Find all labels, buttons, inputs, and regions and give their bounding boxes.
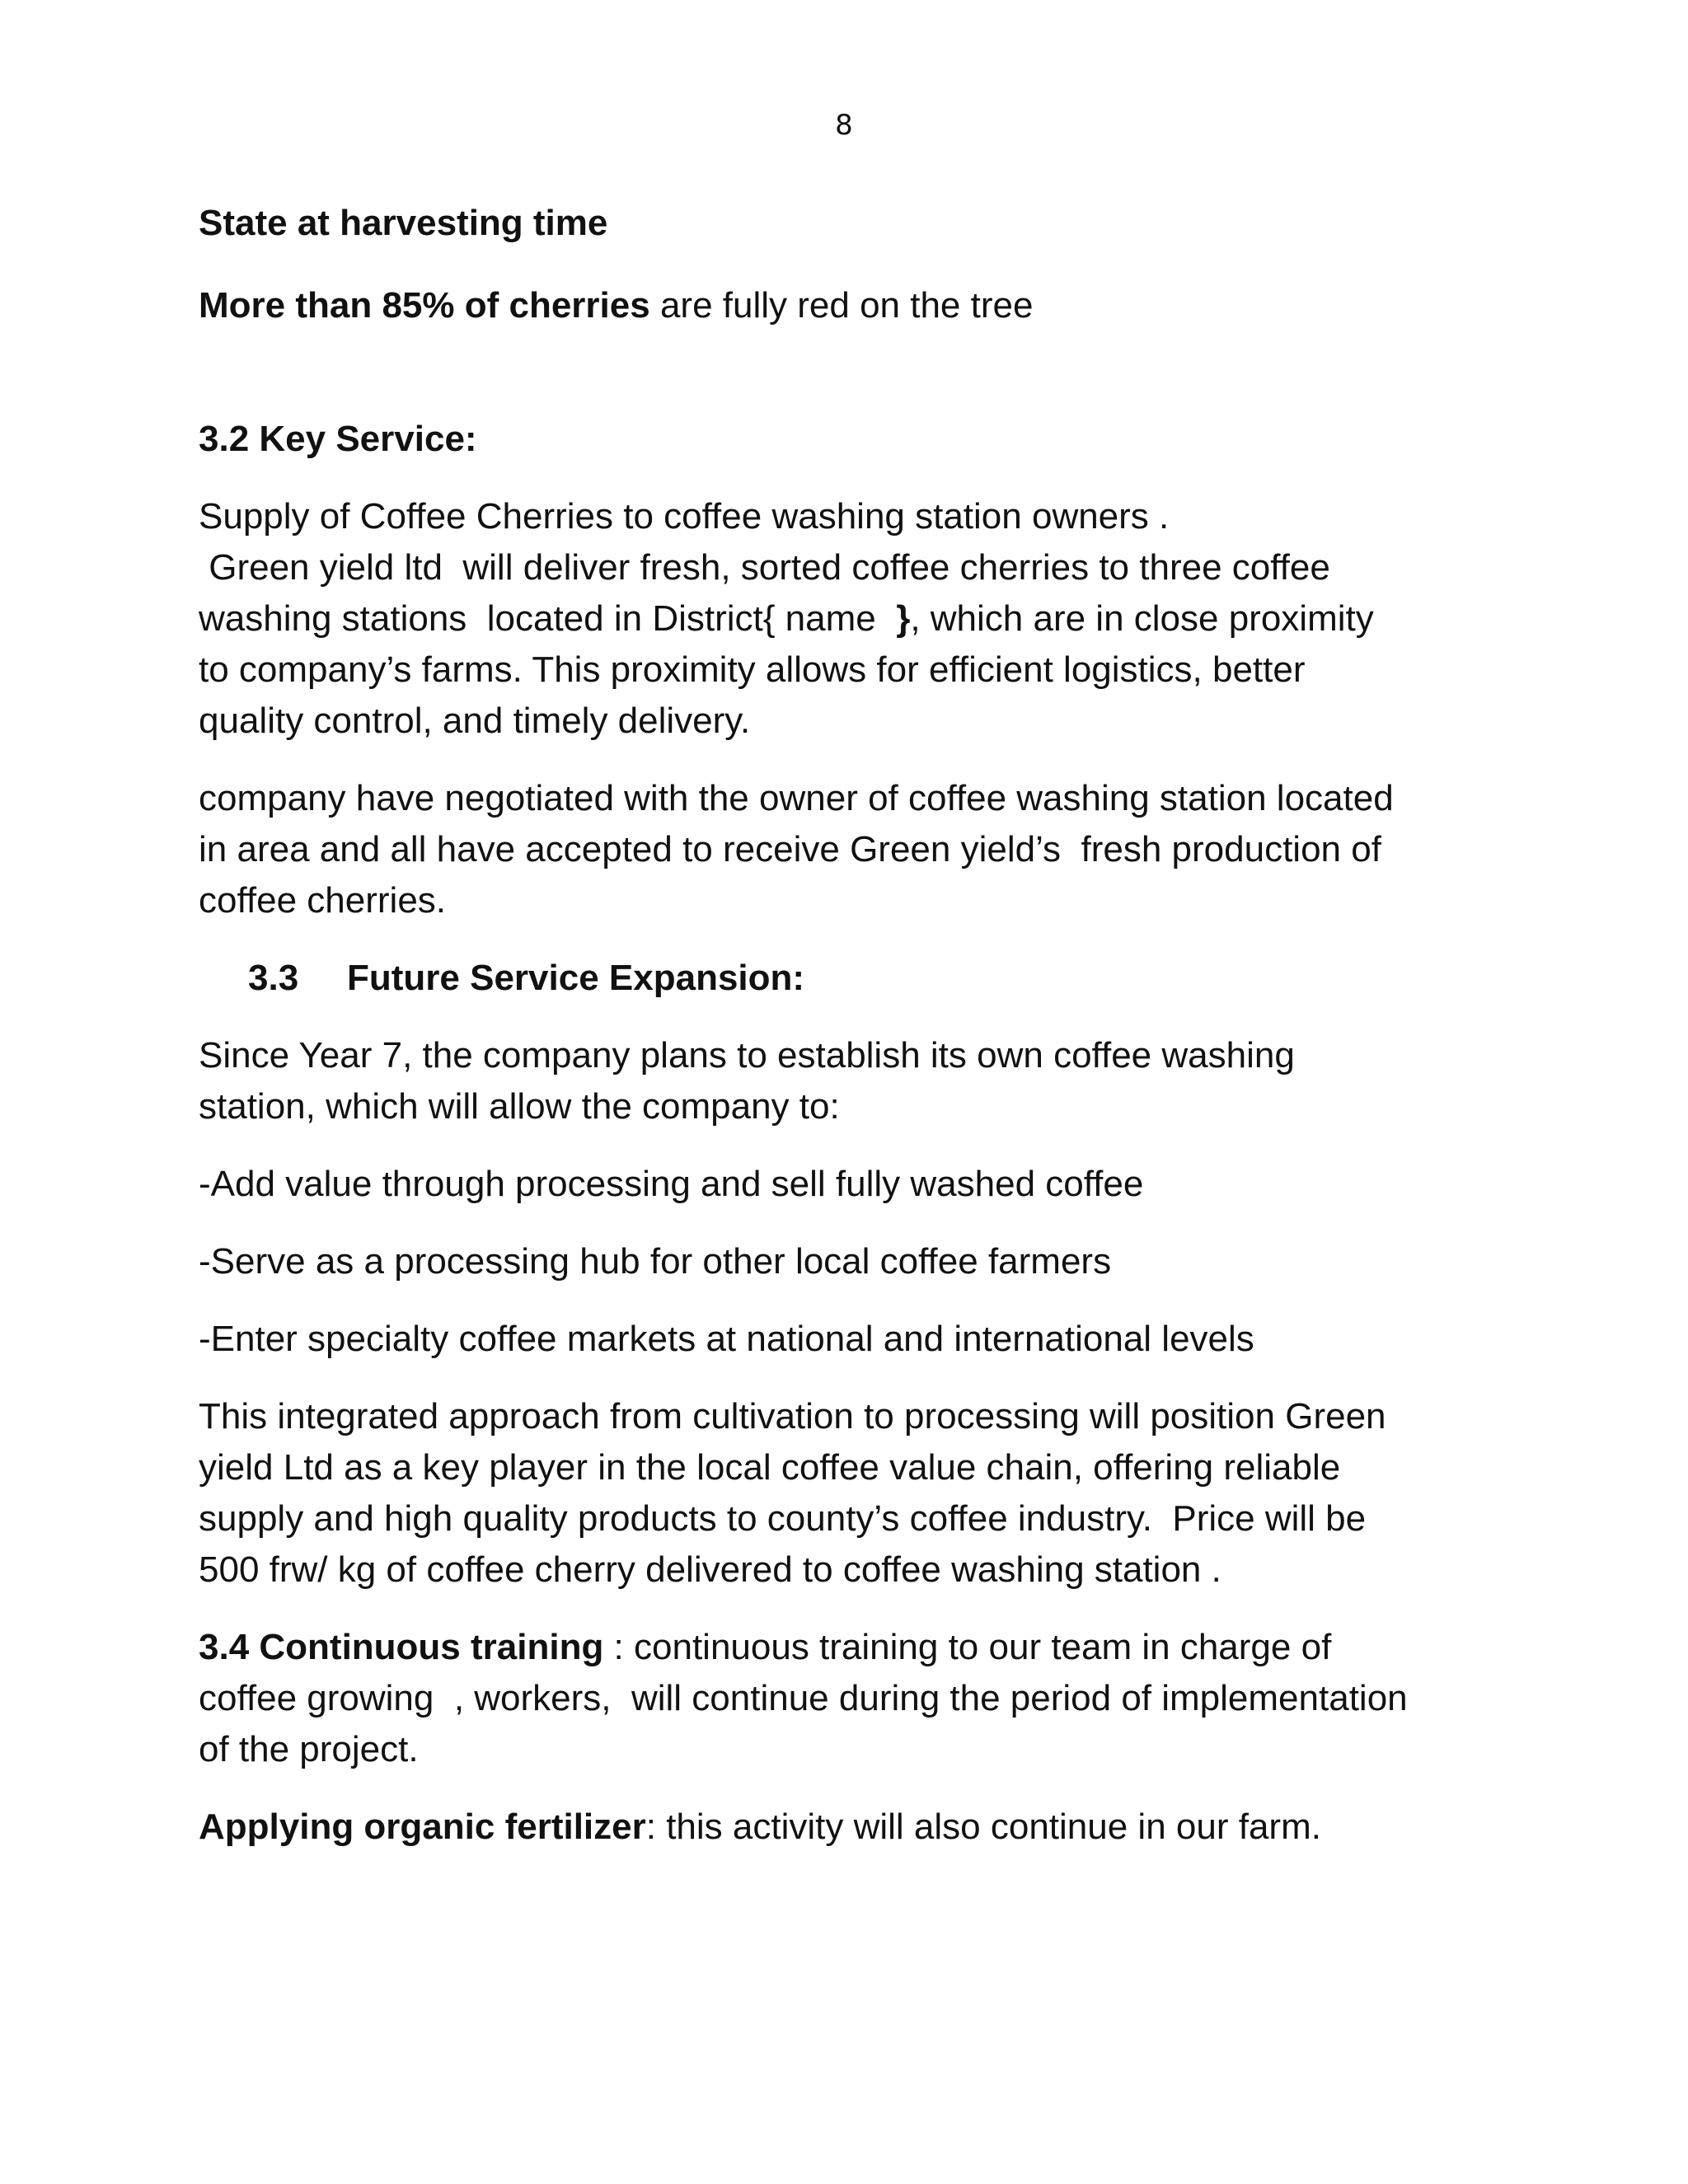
continuous-training-paragraph xyxy=(199,1622,1534,1775)
integrated-line-4: 500 frw/ kg of coffee cherry delivered to coffee washing station . xyxy=(199,1549,1221,1590)
fertilizer-heading: Applying organic fertilizer xyxy=(199,1807,646,1847)
key-service-line-2: Green yield ltd will deliver fresh, sorted coffee cherries to three coffee xyxy=(199,547,1330,588)
negotiation-line-3: coffee cherries. xyxy=(199,880,447,921)
integrated-approach-paragraph xyxy=(199,1391,1534,1596)
document-body xyxy=(199,198,1534,1853)
key-service-line-3-start: washing stations located in District{ name xyxy=(199,598,897,639)
heading-key-service: 3.2 Key Service: xyxy=(199,419,477,459)
heading-future-service-expansion xyxy=(199,953,1534,1004)
organic-fertilizer-paragraph xyxy=(199,1802,1534,1853)
heading-harvesting-time: State at harvesting time xyxy=(199,203,608,243)
future-intro-paragraph xyxy=(199,1030,1534,1132)
harvest-rest: are fully red on the tree xyxy=(649,285,1034,326)
page-number: 8 xyxy=(835,109,853,142)
integrated-line-1: This integrated approach from cultivation to processing will position Green xyxy=(199,1396,1386,1436)
section-title: Future Service Expansion: xyxy=(347,958,805,998)
section-number: 3.3 xyxy=(248,958,299,998)
training-line-1 xyxy=(199,1622,1534,1673)
fertilizer-rest: : this activity will also continue in our farm. xyxy=(645,1807,1321,1847)
key-service-line-3 xyxy=(199,593,1534,644)
negotiation-paragraph xyxy=(199,773,1534,926)
future-intro-line-1: Since Year 7, the company plans to establish its own coffee washing xyxy=(199,1035,1295,1076)
key-service-line-5: quality control, and timely delivery. xyxy=(199,701,751,741)
training-line-2: coffee growing , workers, will continue during the period of implementation xyxy=(199,1678,1408,1718)
bullet-item: -Add value through processing and sell fully washed coffee xyxy=(199,1164,1144,1204)
integrated-line-3: supply and high quality products to county’s coffee industry. Price will be xyxy=(199,1498,1367,1539)
future-intro-line-2: station, which will allow the company to: xyxy=(199,1086,840,1127)
key-service-line-3-end: , which are in close proximity xyxy=(910,598,1374,639)
training-heading: 3.4 Continuous training xyxy=(199,1627,604,1667)
integrated-line-2: yield Ltd as a key player in the local coffee value chain, offering reliable xyxy=(199,1447,1341,1488)
key-service-line-4: to company’s farms. This proximity allows for efficient logistics, better xyxy=(199,649,1306,690)
bullet-item: -Serve as a processing hub for other local coffee farmers xyxy=(199,1241,1112,1282)
training-line-1-rest: : continuous training to our team in charge of xyxy=(603,1627,1332,1667)
key-service-paragraph xyxy=(199,491,1534,747)
negotiation-line-2: in area and all have accepted to receive Green yield’s fresh production of xyxy=(199,829,1381,869)
negotiation-line-1: company have negotiated with the owner of coffee washing station located xyxy=(199,778,1394,818)
key-service-line-1: Supply of Coffee Cherries to coffee washing station owners . xyxy=(199,496,1170,537)
bullet-item: -Enter specialty coffee markets at national and international levels xyxy=(199,1319,1254,1359)
harvest-bold-lead: More than 85% of cherries xyxy=(199,285,650,326)
closing-brace: } xyxy=(896,598,911,639)
harvest-statement xyxy=(199,280,1534,331)
training-line-3: of the project. xyxy=(199,1729,419,1769)
